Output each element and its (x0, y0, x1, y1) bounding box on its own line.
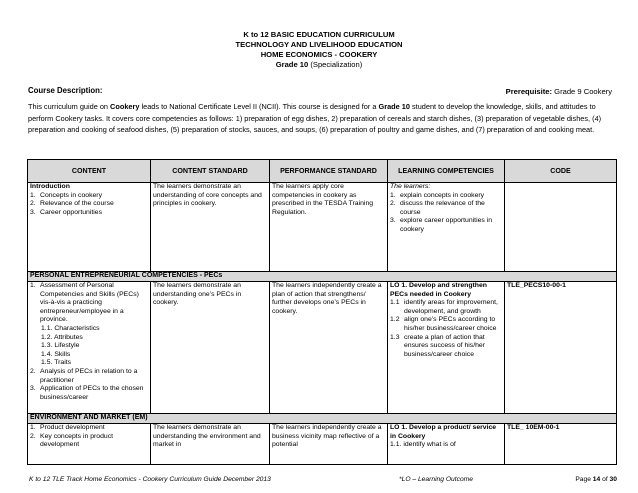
intro-content-cell (28, 183, 151, 272)
list-item: 1. Product development (30, 424, 148, 433)
lc-title: The learners: (390, 183, 431, 190)
sub-item: 1.1. Characteristics (41, 324, 100, 332)
list-item: 3. Application of PECs to the chosen business/career (30, 385, 148, 402)
curriculum-table (27, 159, 617, 465)
desc-bold: Grade 10 (378, 102, 410, 111)
sub-item: 1.4. Skills (41, 350, 71, 358)
page-footer (29, 476, 617, 483)
list-item-text: Analysis of PECs in relation to a practitioner (40, 367, 138, 384)
list-item: 2. Key concepts in product development (30, 433, 148, 450)
section-row-pecs (28, 272, 617, 282)
pecs-competencies-cell (388, 282, 505, 414)
grade-spec: (Specialization) (308, 60, 363, 69)
pecs-performance-cell: The learners independently create a plan of action that strengthens/ further develops one’s PECs in cookery. (270, 282, 388, 414)
list-item (390, 299, 502, 316)
list-item-text: Career opportunities (40, 208, 103, 216)
list-item: 2. discuss the relevance of the course (390, 200, 502, 217)
list-num: 1.1 (390, 299, 400, 307)
page-number (575, 476, 617, 483)
list-item: 1. Concepts in cookery (30, 192, 148, 201)
header-line-2: TECHNOLOGY AND LIVELIHOOD EDUCATION (235, 40, 403, 49)
list-item: 2. Relevance of the course (30, 200, 148, 209)
section-row-em (28, 414, 617, 424)
table-header-row (28, 160, 617, 183)
prereq-value: Grade 9 Cookery (552, 87, 612, 96)
page-prefix: Page (575, 476, 593, 483)
list-item-text: Relevance of the course (40, 200, 114, 208)
list-item-text: Assessment of Personal Competencies and Skills (PECs) vis-à-vis a practicing entrepreneur/employee in a province. (40, 282, 139, 324)
footer-title: K to 12 TLE Track Home Economics - Cookery Curriculum Guide December 2013 (29, 476, 271, 483)
intro-title: Introduction (30, 183, 70, 190)
list-item-text: Application of PECs to the chosen business/career (40, 385, 144, 401)
desc-part: This curriculum guide on (28, 102, 111, 111)
desc-bold: Cookery (110, 102, 140, 111)
list-item-text: explain concepts in cookery (400, 191, 485, 199)
intro-code-cell (505, 183, 617, 272)
col-header-code: CODE (505, 160, 617, 183)
desc-part: student to develop the knowledge, skills, and attitudes to perform Cookery tasks. It covers core competencies as follows: 1) preparation of egg dishes, 2) preparation of cereals and starch dishes, (3) preparation of vegetable dishes, (4) preparation and cooking of seafood dishes, (5) preparation of stocks, sauces, and soups, (6) preparation of poultry and game dishes, and (7) preparation of and cooking meat. (28, 102, 602, 135)
list-item: 1. Assessment of Personal Competencies and Skills (PECs) vis-à-vis a practicing entrepreneur/employee in a province. (30, 282, 148, 325)
list-item-text: Key concepts in product development (40, 432, 114, 449)
page-current: 14 (592, 476, 601, 483)
learning-outcome: LO 1. Develop a product/ service in Cookery (390, 424, 497, 440)
header-line-1: K to 12 BASIC EDUCATION CURRICULUM (243, 30, 395, 39)
list-item (390, 334, 502, 360)
list-item-text: Concepts in cookery (40, 191, 103, 199)
em-performance-cell: The learners independently create a business vicinity map reflective of a potential (270, 424, 388, 465)
course-description (28, 101, 616, 136)
table-row (28, 282, 617, 414)
list-item: 3. Career opportunities (30, 209, 148, 218)
intro-competencies-cell (388, 183, 505, 272)
list-item (390, 316, 502, 333)
prereq-label: Prerequisite: (505, 87, 553, 96)
sub-item: 1.3. Lifestyle (41, 342, 80, 350)
page-total: 30 (609, 476, 617, 483)
col-header-learning-competencies: LEARNING COMPETENCIES (388, 160, 505, 183)
table-row (28, 424, 617, 465)
list-item-text: identify areas for improvement, development, and growth (404, 299, 498, 315)
em-standard-cell: The learners demonstrate an understanding the environment and market in (151, 424, 270, 465)
list-num: 1.2 (390, 316, 400, 324)
list-item-text: discuss the relevance of the course (400, 200, 485, 216)
list-num: 1.3 (390, 333, 400, 341)
list-item: 3. explore career opportunities in cookery (390, 217, 502, 234)
col-header-performance-standard: PERFORMANCE STANDARD (270, 160, 388, 183)
col-header-content-standard: CONTENT STANDARD (151, 160, 270, 183)
page-of: of (600, 476, 610, 483)
pecs-standard-cell: The learners demonstrate an understanding one’s PECs in cookery. (151, 282, 270, 414)
sub-item: 1.5. Traits (41, 359, 72, 367)
header-line-3: HOME ECONOMICS - COOKERY (260, 50, 378, 59)
header-grade (0, 60, 638, 70)
pecs-content-cell (28, 282, 151, 414)
list-item: 1.1. identify what is of (390, 441, 456, 449)
footer-note: *LO – Learning Outcome (399, 476, 473, 483)
grade-label: Grade 10 (275, 60, 309, 69)
em-competencies-cell (388, 424, 505, 465)
learning-outcome: LO 1. Develop and strengthen PECs needed in Cookery (390, 282, 487, 298)
course-description-title: Course Description: (28, 86, 103, 95)
prerequisite (506, 87, 612, 96)
table-row (28, 183, 617, 272)
intro-standard-cell: The learners demonstrate an understanding of core concepts and principles in cookery. (151, 183, 270, 272)
section-title: ENVIRONMENT AND MARKET (EM) (28, 414, 617, 424)
list-item-text: explore career opportunities in cookery (400, 217, 493, 233)
list-item-text: create a plan of action that ensures success of his/her business/career choice (404, 333, 486, 358)
pecs-code-cell: TLE_PECS10-00-1 (505, 282, 617, 414)
col-header-content: CONTENT (28, 160, 151, 183)
list-item: 2. Analysis of PECs in relation to a practitioner (30, 368, 148, 385)
em-content-cell (28, 424, 151, 465)
list-item-text: Product development (40, 424, 105, 431)
em-code-cell: TLE_ 10EM-00-1 (505, 424, 617, 465)
list-item: 1. explain concepts in cookery (390, 192, 502, 201)
intro-performance-cell: The learners apply core competencies in cookery as prescribed in the TESDA Training Regulation. (270, 183, 388, 272)
desc-part: leads to National Certificate Level II (NCII). This course is designed for a (139, 102, 379, 111)
sub-item: 1.2. Attributes (41, 333, 83, 341)
list-item-text: align one’s PECs according to his/her business/career choice (404, 316, 497, 332)
section-title: PERSONAL ENTREPRENEURIAL COMPETENCIES - PECs (28, 272, 617, 282)
document-header (0, 30, 638, 70)
